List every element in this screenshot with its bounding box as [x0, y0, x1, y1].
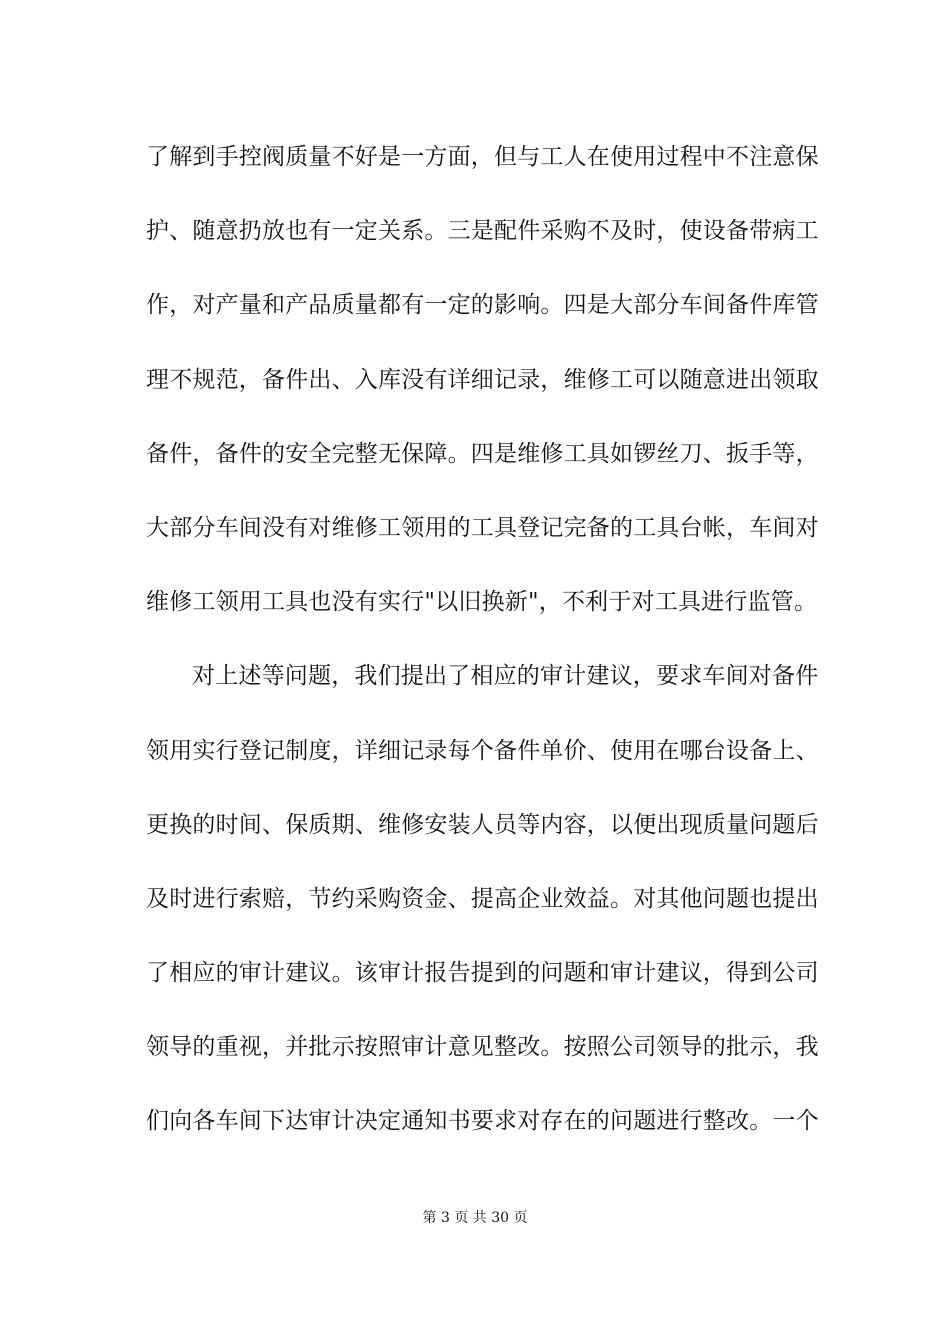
text-line: 理不规范，备件出、入库没有详细记录，维修工可以随意进出领取 — [146, 366, 819, 393]
text-line: 作，对产量和产品质量都有一定的影响。四是大部分车间备件库管 — [146, 292, 819, 319]
text-line: 了解到手控阀质量不好是一方面，但与工人在使用过程中不注意保 — [146, 144, 819, 170]
text-line: 更换的时间、保质期、维修安装人员等内容，以便出现质量问题后 — [146, 811, 819, 838]
text-line: 备件，备件的安全完整无保障。四是维修工具如锣丝刀、扳手等， — [146, 440, 819, 467]
footer-current-page: 3 — [440, 1210, 450, 1226]
page-footer — [0, 1208, 950, 1228]
footer-suffix: 页 — [513, 1210, 528, 1226]
text-line: 大部分车间没有对维修工领用的工具登记完备的工具台帐，车间对 — [146, 514, 819, 541]
text-line: 了相应的审计建议。该审计报告提到的问题和审计建议，得到公司 — [146, 960, 819, 987]
text-line: 领导的重视，并批示按照审计意见整改。按照公司领导的批示，我 — [146, 1034, 819, 1061]
text-line: 对上述等问题，我们提出了相应的审计建议，要求车间对备件 — [192, 663, 819, 690]
text-line: 及时进行索赔，节约采购资金、提高企业效益。对其他问题也提出 — [146, 885, 819, 912]
body-text — [146, 132, 819, 1171]
text-line: 们向各车间下达审计决定通知书要求对存在的问题进行整改。一个 — [146, 1108, 819, 1135]
footer-prefix: 第 — [422, 1210, 437, 1226]
text-line: 领用实行登记制度，详细记录每个备件单价、使用在哪台设备上、 — [146, 737, 819, 764]
text-line: 维修工领用工具也没有实行"以旧换新"，不利于对工具进行监管。 — [146, 589, 818, 616]
footer-middle: 页 共 — [454, 1210, 487, 1226]
text-line: 护、随意扔放也有一定关系。三是配件采购不及时，使设备带病工 — [146, 218, 819, 245]
footer-total-pages: 30 — [491, 1210, 510, 1226]
